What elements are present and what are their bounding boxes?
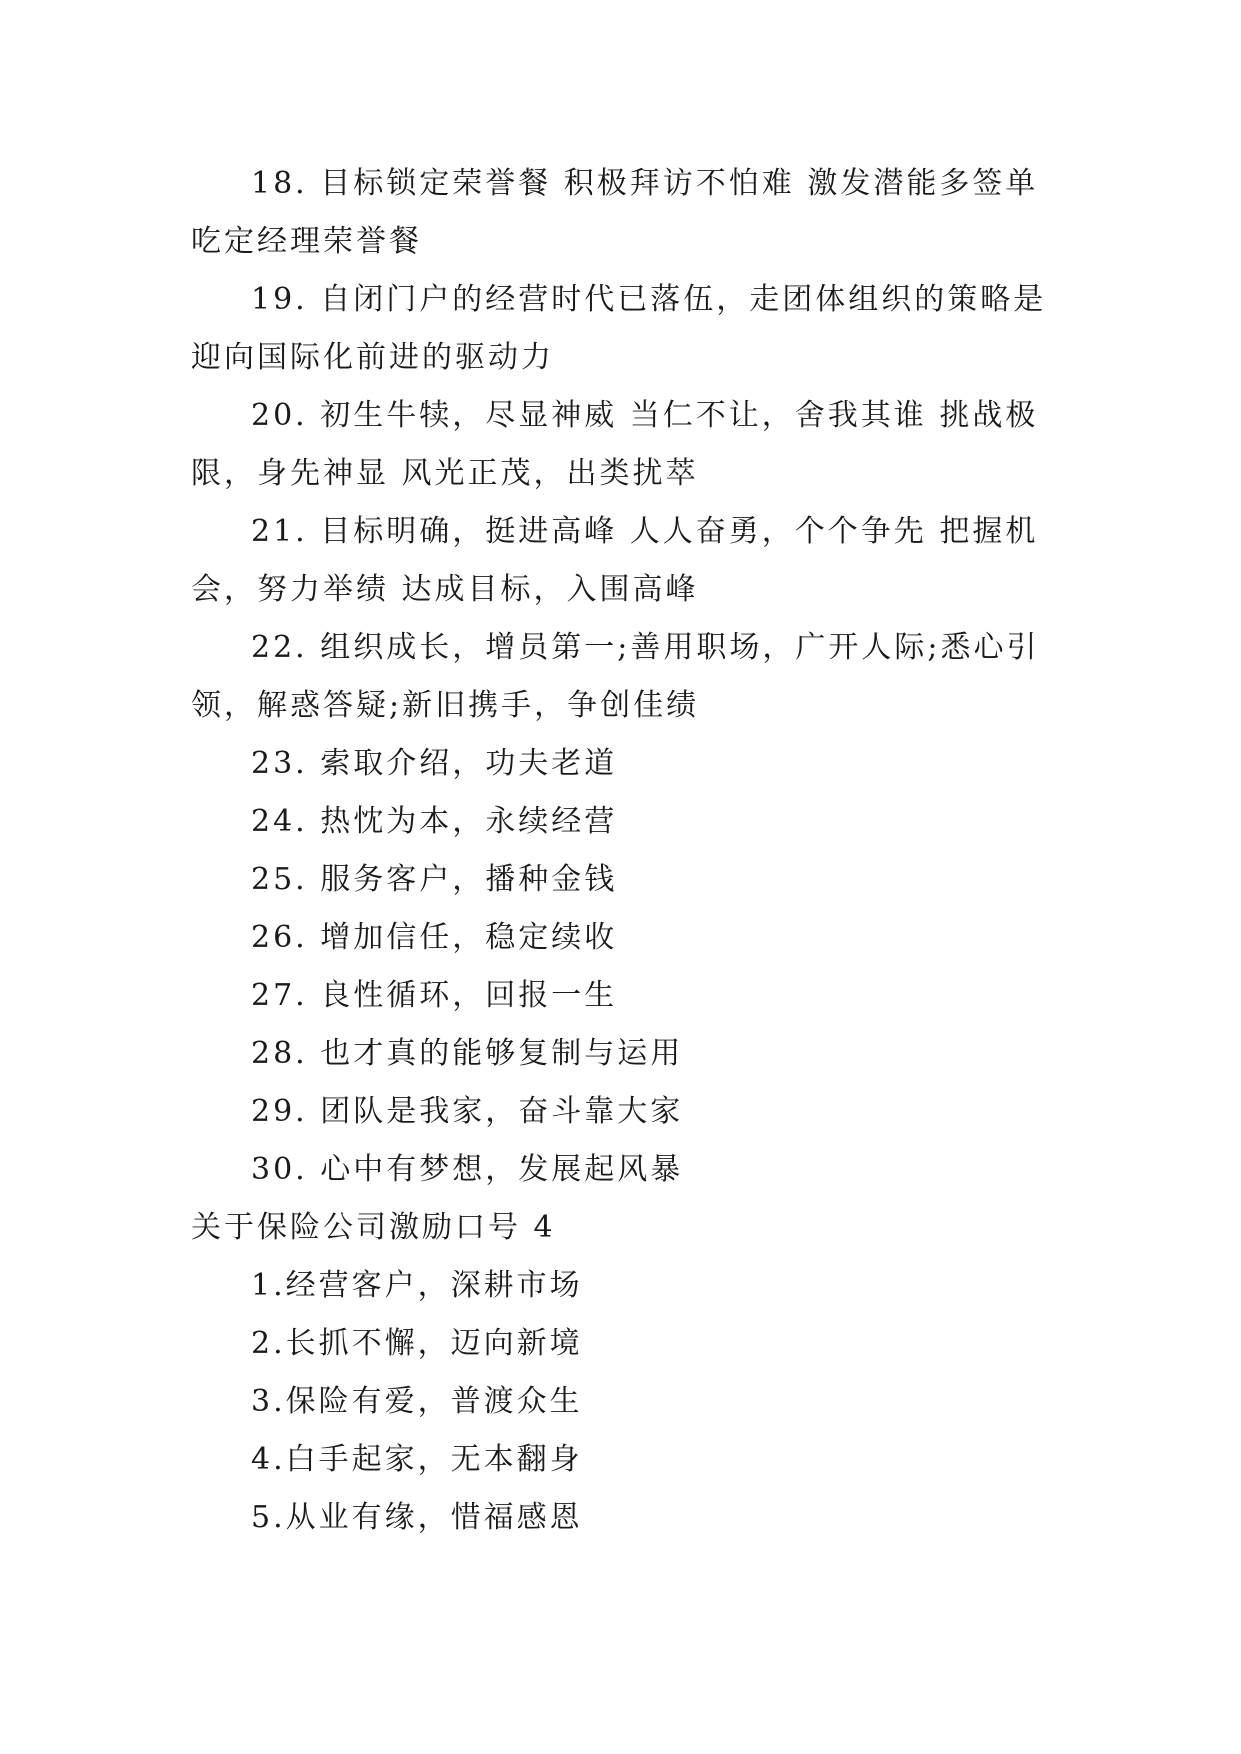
slogan-item-24: 24. 热忱为本，永续经营 bbox=[251, 804, 618, 839]
slogan-item-1: 1.经营客户，深耕市场 bbox=[251, 1268, 583, 1303]
section-heading: 关于保险公司激励口号 4 bbox=[191, 1210, 556, 1245]
slogan-item-26: 26. 增加信任，稳定续收 bbox=[251, 920, 618, 955]
slogan-item-23: 23. 索取介绍，功夫老道 bbox=[251, 746, 618, 781]
slogan-item-5: 5.从业有缘，惜福感恩 bbox=[251, 1500, 583, 1535]
slogan-item-2: 2.长抓不懈，迈向新境 bbox=[251, 1326, 583, 1361]
slogan-item-21: 21. 目标明确，挺进高峰 人人奋勇，个个争先 把握机会，努力举绩 达成目标，入围高峰 bbox=[191, 514, 1039, 607]
slogan-item-29: 29. 团队是我家，奋斗靠大家 bbox=[251, 1094, 684, 1129]
slogan-item-22: 22. 组织成长，增员第一;善用职场，广开人际;悉心引领，解惑答疑;新旧携手，争创佳绩 bbox=[191, 630, 1040, 723]
slogan-item-20: 20. 初生牛犊，尽显神威 当仁不让，舍我其谁 挑战极限，身先神显 风光正茂，出类扰萃 bbox=[191, 398, 1039, 491]
slogan-item-4: 4.白手起家，无本翻身 bbox=[251, 1442, 583, 1477]
slogan-item-18: 18. 目标锁定荣誉餐 积极拜访不怕难 激发潜能多签单 吃定经理荣誉餐 bbox=[191, 166, 1039, 259]
slogan-item-27: 27. 良性循环，回报一生 bbox=[251, 978, 618, 1013]
slogan-item-19: 19. 自闭门户的经营时代已落伍，走团体组织的策略是迎向国际化前进的驱动力 bbox=[191, 282, 1047, 375]
slogan-item-3: 3.保险有爱，普渡众生 bbox=[251, 1384, 583, 1419]
slogan-item-28: 28. 也才真的能够复制与运用 bbox=[251, 1036, 684, 1071]
slogan-item-25: 25. 服务客户，播种金钱 bbox=[251, 862, 618, 897]
document-page bbox=[191, 155, 1051, 1547]
slogan-item-30: 30. 心中有梦想，发展起风暴 bbox=[251, 1152, 684, 1187]
